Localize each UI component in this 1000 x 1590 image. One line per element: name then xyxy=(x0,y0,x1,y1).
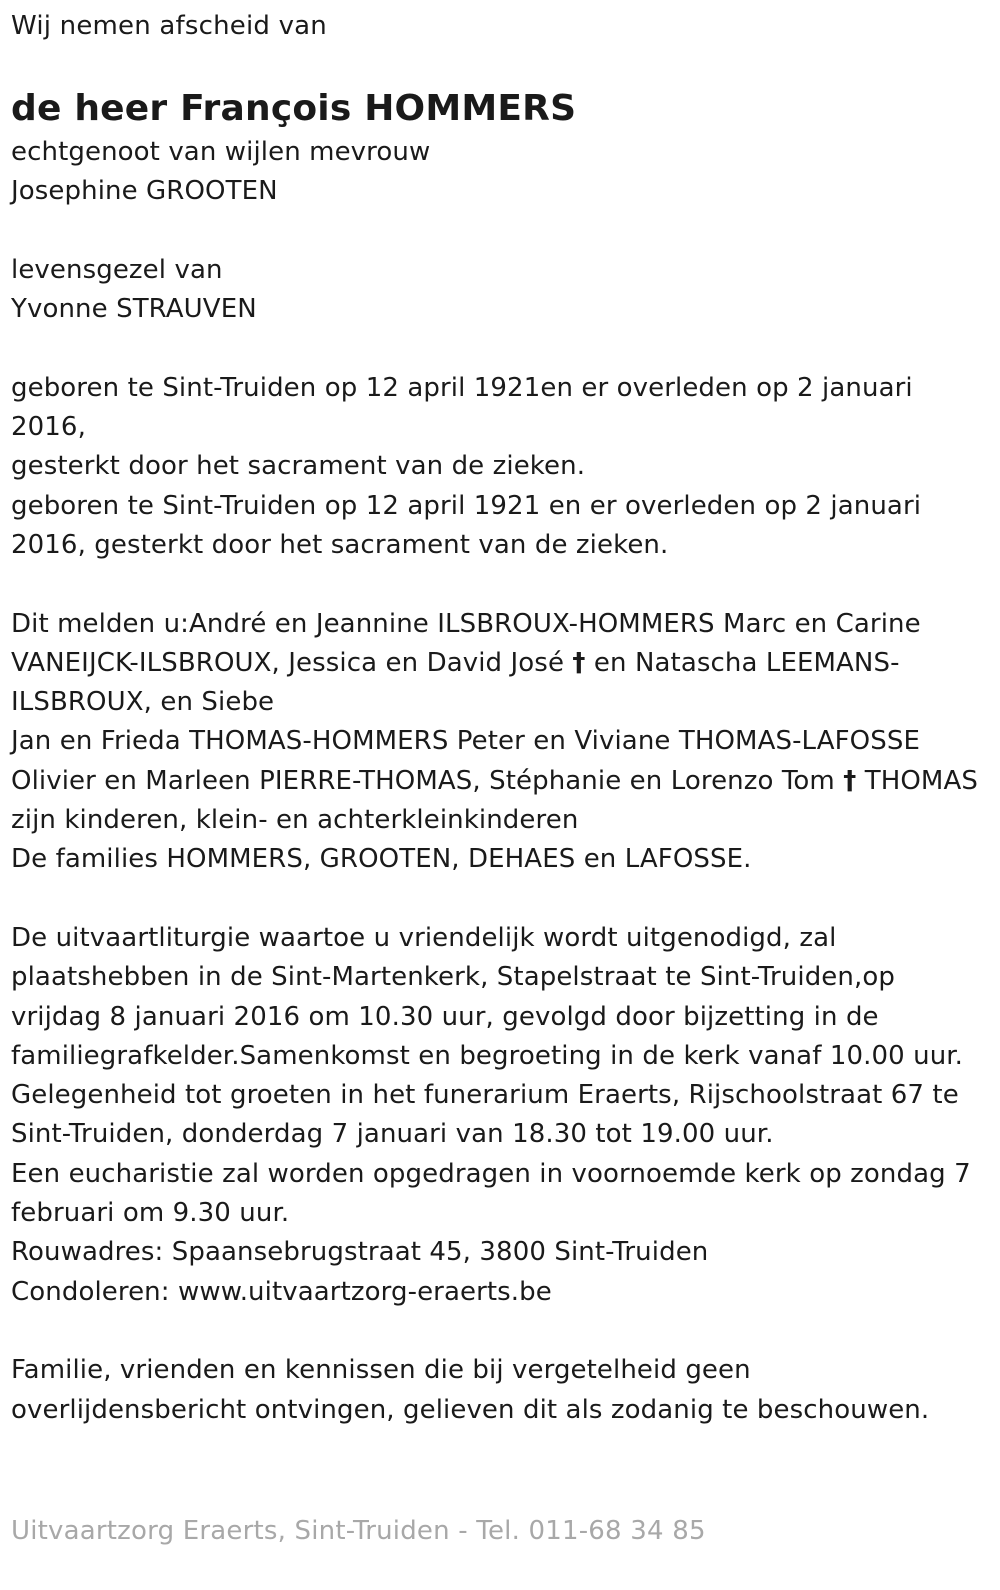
partner-section xyxy=(11,251,986,330)
footer-credit: Uitvaartzorg Eraerts, Sint-Truiden - Tel. 011-68 34 85 xyxy=(11,1516,706,1546)
family-section xyxy=(11,605,986,880)
family-names-2b: THOMAS xyxy=(864,765,978,796)
funeral-viewing: Gelegenheid tot groeten in het funerarium Eraerts, Rijschoolstraat 67 te Sint-Truiden, donderdag 7 januari van 18.30 tot 19.00 uur. xyxy=(11,1080,959,1150)
family-relation: zijn kinderen, klein- en achterkleinkinderen xyxy=(11,805,579,836)
mourning-address: Rouwadres: Spaansebrugstraat 45, 3800 Sint-Truiden xyxy=(11,1237,709,1268)
funeral-liturgy: De uitvaartliturgie waartoe u vriendelijk wordt uitgenodigd, zal plaatshebben in de Sint-Martenkerk, Stapelstraat te Sint-Truiden,op vrijdag 8 januari 2016 om 10.30 uur, gevolgd door bijzetting in de familiegrafkelder.Samenkomst en begroeting in de kerk vanaf 10.00 uur. xyxy=(11,922,964,1071)
birth-death-section xyxy=(11,369,986,565)
family-paragraph-2 xyxy=(11,722,986,801)
family-names-1a: Dit melden u:André en Jeannine ILSBROUX-HOMMERS Marc en Carine VANEIJCK-ILSBROUX, Jessica en David José xyxy=(11,608,921,678)
obituary-notice xyxy=(11,0,986,1430)
deceased-name: de heer François HOMMERS xyxy=(11,88,577,129)
funeral-eucharist: Een eucharistie zal worden opgedragen in voornoemde kerk op zondag 7 februari om 9.30 uur. xyxy=(11,1158,971,1229)
spouse-section xyxy=(11,133,986,212)
family-names-list: De families HOMMERS, GROOTEN, DEHAES en LAFOSSE. xyxy=(11,844,752,875)
spouse-name: Josephine GROOTEN xyxy=(11,176,278,207)
family-paragraph-1 xyxy=(11,605,986,723)
cross-icon: † xyxy=(572,647,586,678)
birth-death-line-2: gesterkt door het sacrament van de zieken. xyxy=(11,451,586,482)
funeral-section xyxy=(11,919,986,1312)
intro-text: Wij nemen afscheid van xyxy=(11,11,327,41)
cross-icon: † xyxy=(843,765,857,796)
birth-death-line-1: geboren te Sint-Truiden op 12 april 1921en er overleden op 2 januari 2016, xyxy=(11,372,913,443)
family-names-1b: en Natascha LEEMANS-ILSBROUX, en Siebe xyxy=(11,647,900,718)
family-names-2a: Jan en Frieda THOMAS-HOMMERS Peter en Viviane THOMAS-LAFOSSE Olivier en Marleen PIERRE-THOMAS, Stéphanie en Lorenzo Tom xyxy=(11,726,920,796)
partner-name: Yvonne STRAUVEN xyxy=(11,294,257,325)
birth-death-line-3: geboren te Sint-Truiden op 12 april 1921 en er overleden op 2 januari 2016, gesterkt door het sacrament van de zieken. xyxy=(11,490,922,560)
condolence-link[interactable]: Condoleren: www.uitvaartzorg-eraerts.be xyxy=(11,1276,552,1307)
closing-section xyxy=(11,1351,986,1430)
partner-label: levensgezel van xyxy=(11,254,223,285)
closing-text: Familie, vrienden en kennissen die bij vergetelheid geen overlijdensbericht ontvingen, gelieven dit als zodanig te beschouwen. xyxy=(11,1355,930,1425)
spouse-label: echtgenoot van wijlen mevrouw xyxy=(11,137,431,167)
